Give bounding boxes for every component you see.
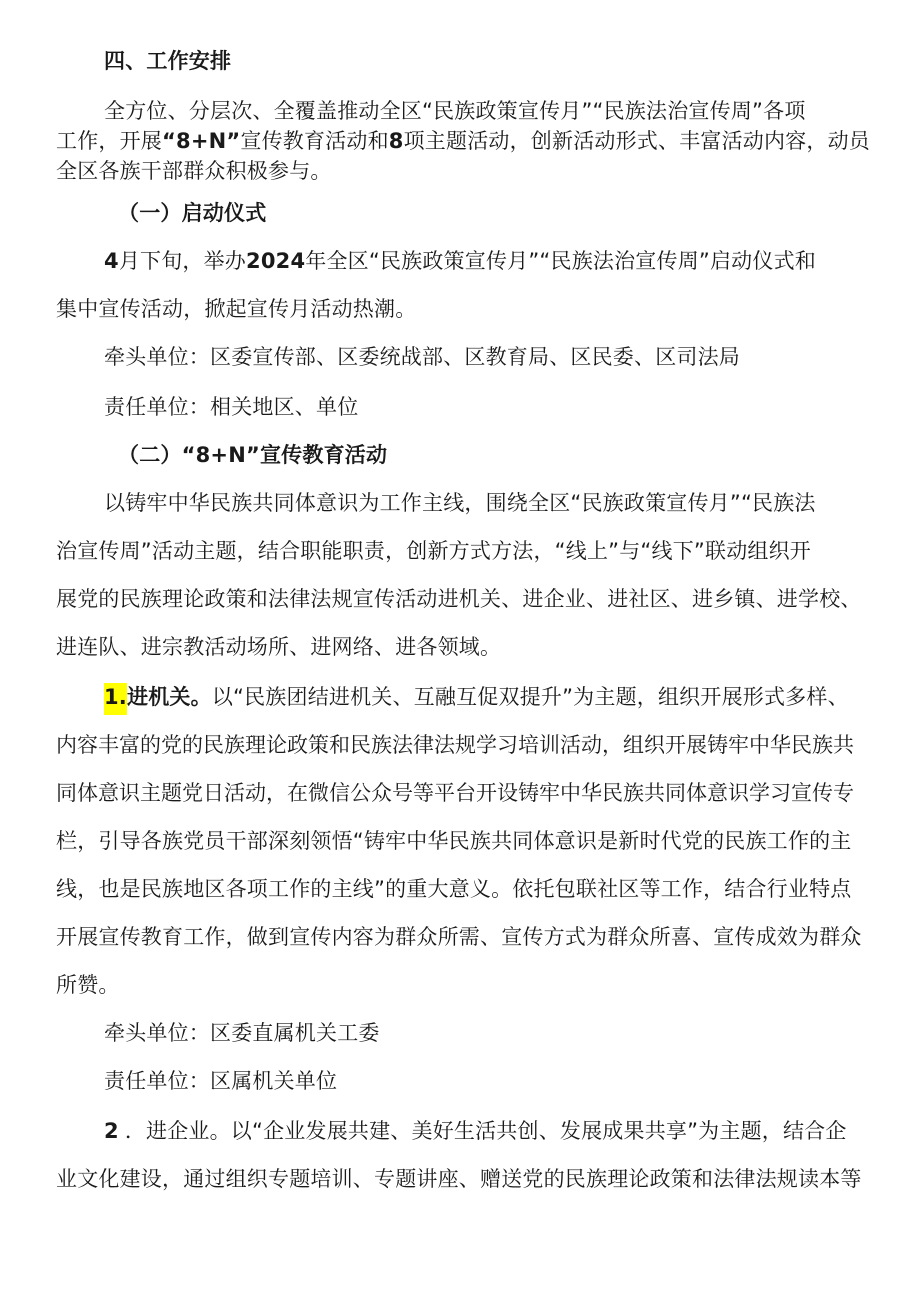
paragraph-line: 以铸牢中华民族共同体意识为工作主线，围绕全区“民族政策宣传月”“民族法 xyxy=(104,491,816,515)
paragraph-line: 工作，开展“8+N”宣传教育活动和8项主题活动，创新活动形式、丰富活动内容，动员 xyxy=(56,129,871,153)
paragraph-line: 4月下旬，举办2024年全区“民族政策宣传月”“民族法治宣传周”启动仪式和 xyxy=(104,249,816,273)
lead-unit: 牵头单位：区委宣传部、区委统战部、区教育局、区民委、区司法局 xyxy=(104,345,740,369)
paragraph-line: 进连队、进宗教活动场所、进网络、进各领域。 xyxy=(56,635,502,659)
section-title: 四、工作安排 xyxy=(104,49,232,73)
subsection-title: （一）启动仪式 xyxy=(118,201,267,225)
responsible-unit: 责任单位：区属机关单位 xyxy=(104,1069,338,1093)
item-2-first-line: 2 ．进企业。以“企业发展共建、美好生活共创、发展成果共享”为主题，结合企 xyxy=(104,1119,847,1143)
paragraph-line: 同体意识主题党日活动，在微信公众号等平台开设铸牢中华民族共同体意识学习宣传专 xyxy=(56,781,854,805)
paragraph-line: 所赞。 xyxy=(56,973,120,997)
item-number-highlight: 1. xyxy=(104,683,127,715)
paragraph-line: 内容丰富的党的民族理论政策和民族法律法规学习培训活动，组织开展铸牢中华民族共 xyxy=(56,733,854,757)
paragraph-line: 全区各族干部群众积极参与。 xyxy=(56,159,332,183)
paragraph-line: 线，也是民族地区各项工作的主线”的重大意义。依托包联社区等工作，结合行业特点 xyxy=(56,877,852,901)
paragraph-line: 集中宣传活动，掀起宣传月活动热潮。 xyxy=(56,297,417,321)
item-title: 进机关。 xyxy=(127,685,212,709)
item-number: 2 xyxy=(104,1119,119,1143)
paragraph-line: 栏，引导各族党员干部深刻领悟“铸牢中华民族共同体意识是新时代党的民族工作的主 xyxy=(56,829,852,853)
responsible-unit: 责任单位：相关地区、单位 xyxy=(104,395,359,419)
lead-unit: 牵头单位：区委直属机关工委 xyxy=(104,1021,380,1045)
subsection-title: （二）“8+N”宣传教育活动 xyxy=(118,443,388,467)
paragraph-line: 业文化建设，通过组织专题培训、专题讲座、赠送党的民族理论政策和法律法规读本等 xyxy=(56,1167,862,1191)
paragraph-line: 治宣传周”活动主题，结合职能职责，创新方式方法，“线上”与“线下”联动组织开 xyxy=(56,539,811,563)
paragraph-line: 全方位、分层次、全覆盖推动全区“民族政策宣传月”“民族法治宣传周”各项 xyxy=(104,99,806,123)
paragraph-line: 开展宣传教育工作，做到宣传内容为群众所需、宣传方式为群众所喜、宣传成效为群众 xyxy=(56,925,862,949)
item-1-first-line: 1.进机关。以“民族团结进机关、互融互促双提升”为主题，组织开展形式多样、 xyxy=(104,682,920,712)
paragraph-line: 展党的民族理论政策和法律法规宣传活动进机关、进企业、进社区、进乡镇、进学校、 xyxy=(56,587,862,611)
